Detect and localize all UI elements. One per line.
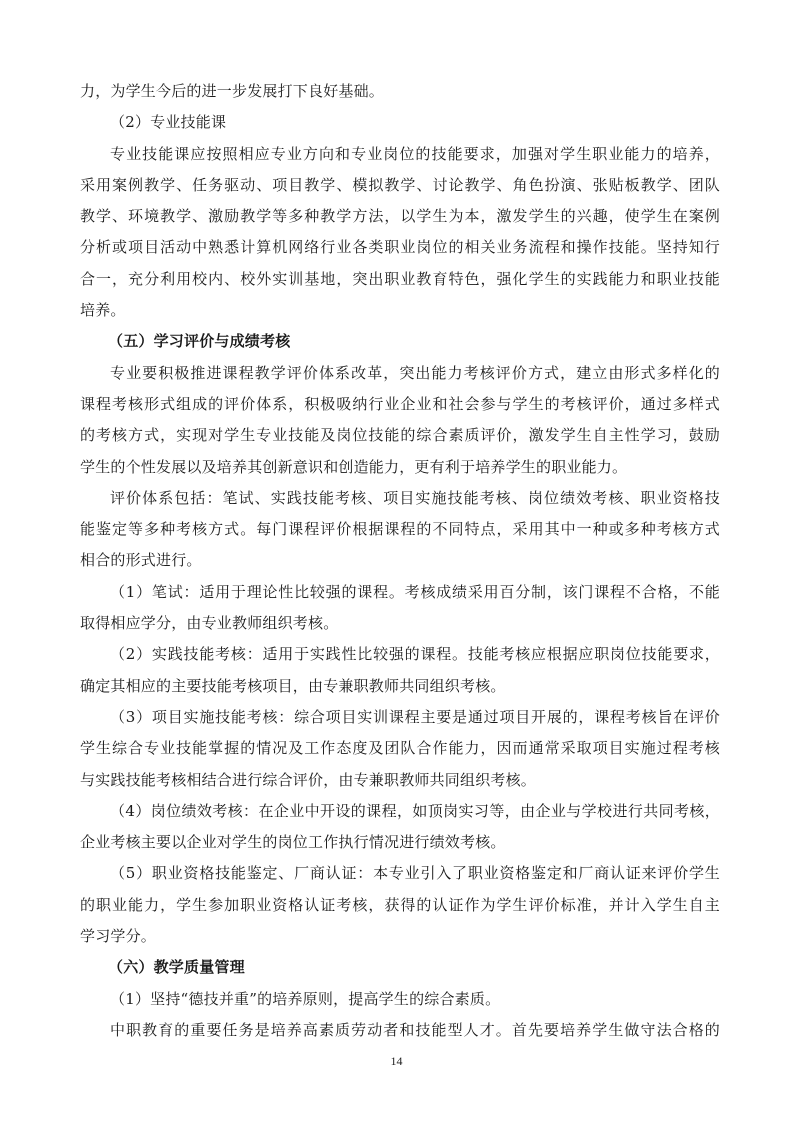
text-line: 力，为学生今后的进一步发展打下良好基础。	[80, 82, 385, 100]
text-line: 培养。	[80, 301, 126, 320]
text-line: （3）项目实施技能考核：综合项目实训课程主要是通过项目开展的，课程考核旨在评价	[110, 707, 720, 726]
text-line: 确定其相应的主要技能考核项目，由专兼职教师共同组织考核。	[80, 676, 506, 695]
section-heading: （五）学习评价与成绩考核	[108, 332, 291, 351]
text-line: （1）笔试：适用于理论性比较强的课程。考核成绩采用百分制，该门课程不合格，不能	[110, 582, 720, 601]
text-line: 的职业能力，学生参加职业资格认证考核，获得的认证作为学生评价标准，并计入学生自主	[80, 895, 720, 914]
text-line: 与实践技能考核相结合进行综合评价，由专兼职教师共同组织考核。	[80, 770, 537, 789]
text-line: 评价体系包括：笔试、实践技能考核、项目实施技能考核、岗位绩效考核、职业资格技	[110, 488, 720, 507]
text-line: 课程考核形式组成的评价体系，积极吸纳行业企业和社会参与学生的考核评价，通过多样式	[80, 394, 720, 413]
text-line: 合一，充分利用校内、校外实训基地，突出职业教育特色，强化学生的实践能力和职业技能	[80, 269, 720, 288]
page-number: 14	[390, 1054, 403, 1068]
text-line: 企业考核主要以企业对学生的岗位工作执行情况进行绩效考核。	[80, 833, 506, 852]
text-line: 相合的形式进行。	[80, 551, 202, 570]
text-line: 分析或项目活动中熟悉计算机网络行业各类职业岗位的相关业务流程和操作技能。坚持知行	[80, 238, 720, 257]
text-line: 专业要积极推进课程教学评价体系改革，突出能力考核评价方式，建立由形式多样化的	[110, 363, 720, 382]
text-line: 学生的个性发展以及培养其创新意识和创造能力，更有利于培养学生的职业能力。	[80, 457, 628, 476]
text-line: （5）职业资格技能鉴定、厂商认证：本专业引入了职业资格鉴定和厂商认证来评价学生	[110, 864, 720, 883]
body-text	[80, 76, 720, 1046]
text-line: （2）实践技能考核：适用于实践性比较强的课程。技能考核应根据应职岗位技能要求，	[110, 645, 720, 664]
text-line: 中职教育的重要任务是培养高素质劳动者和技能型人才。首先要培养学生做守法合格的	[110, 1020, 720, 1039]
text-line: 专业技能课应按照相应专业方向和专业岗位的技能要求，加强对学生职业能力的培养，	[110, 144, 720, 163]
text-line: 能鉴定等多种考核方式。每门课程评价根据课程的不同特点，采用其中一种或多种考核方式	[80, 520, 720, 539]
text-line: 的考核方式，实现对学生专业技能及岗位技能的综合素质评价，激发学生自主性学习，鼓励	[80, 426, 720, 445]
text-line: 取得相应学分，由专业教师组织考核。	[80, 614, 339, 633]
text-line: （4）岗位绩效考核：在企业中开设的课程，如顶岗实习等，由企业与学校进行共同考核，	[110, 801, 720, 820]
section-heading: （六）教学质量管理	[108, 958, 245, 977]
text-line: 采用案例教学、任务驱动、项目教学、模拟教学、讨论教学、角色扮演、张贴板教学、团队	[80, 175, 720, 194]
text-line: （1）坚持“德技并重”的培养原则，提高学生的综合素质。	[110, 989, 501, 1008]
text-line: 学生综合专业技能掌握的情况及工作态度及团队合作能力，因而通常采取项目实施过程考核	[80, 739, 720, 758]
text-line: （2）专业技能课	[110, 113, 227, 132]
text-line: 教学、环境教学、激励教学等多种教学方法，以学生为本，激发学生的兴趣，使学生在案例	[80, 207, 720, 226]
text-line: 学习学分。	[80, 927, 157, 946]
